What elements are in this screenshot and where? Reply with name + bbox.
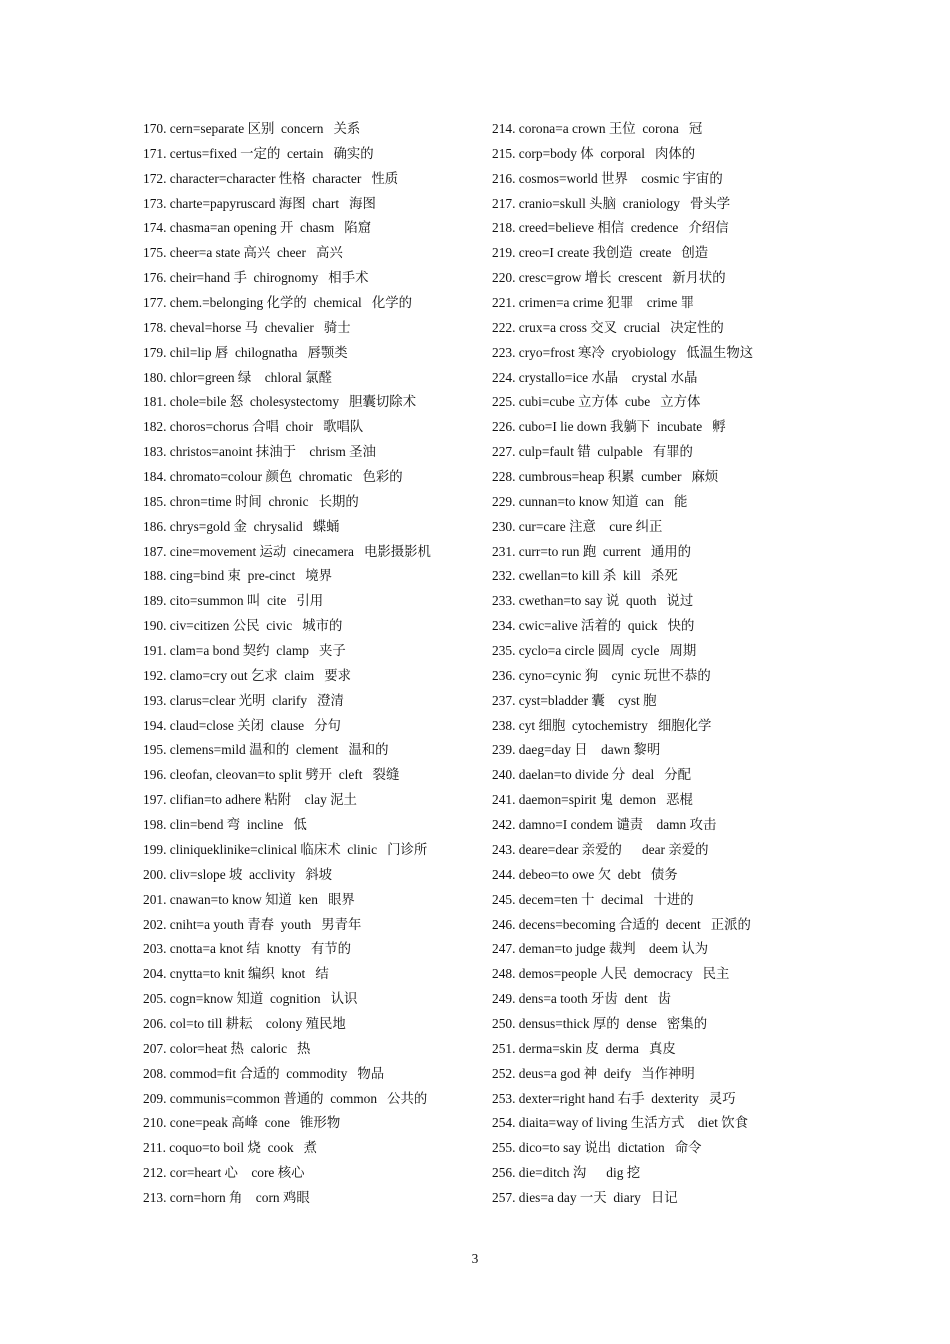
word-root-entry: 201. cnawan=to know 知道 ken 眼界 xyxy=(143,891,355,907)
word-root-entry: 257. dies=a day 一天 diary 日记 xyxy=(492,1189,678,1205)
word-root-entry: 234. cwic=alive 活着的 quick 快的 xyxy=(492,618,695,634)
word-root-entry: 208. commod=fit 合适的 commodity 物品 xyxy=(143,1065,385,1081)
word-root-entry: 237. cyst=bladder 囊 cyst 胞 xyxy=(492,692,657,708)
word-root-entry: 253. dexter=right hand 右手 dexterity 灵巧 xyxy=(492,1090,736,1106)
word-root-entry: 250. densus=thick 厚的 dense 密集的 xyxy=(492,1015,708,1031)
word-root-entry: 218. creed=believe 相信 credence 介绍信 xyxy=(492,220,729,236)
word-root-entry: 212. cor=heart 心 core 核心 xyxy=(143,1165,305,1181)
word-root-entry: 251. derma=skin 皮 derma 真皮 xyxy=(492,1040,676,1056)
word-root-entry: 249. dens=a tooth 牙齿 dent 齿 xyxy=(492,991,672,1007)
word-root-entry: 202. cniht=a youth 青春 youth 男青年 xyxy=(143,916,362,932)
word-root-entry: 232. cwellan=to kill 杀 kill 杀死 xyxy=(492,568,678,584)
word-root-entry: 187. cine=movement 运动 cinecamera 电影摄影机 xyxy=(143,543,431,559)
word-root-entry: 254. diaita=way of living 生活方式 diet 饮食 xyxy=(492,1115,748,1131)
word-root-entry: 243. deare=dear 亲爱的 dear 亲爱的 xyxy=(492,841,709,857)
word-root-entry: 236. cyno=cynic 狗 cynic 玩世不恭的 xyxy=(492,667,711,683)
word-root-entry: 217. cranio=skull 头脑 craniology 骨头学 xyxy=(492,195,731,211)
word-root-entry: 189. cito=summon 叫 cite 引用 xyxy=(143,593,324,609)
word-root-entry: 171. certus=fixed 一定的 certain 确实的 xyxy=(143,145,374,161)
word-root-entry: 175. cheer=a state 高兴 cheer 高兴 xyxy=(143,245,343,261)
word-root-entry: 223. cryo=frost 寒冷 cryobiology 低温生物这 xyxy=(492,344,754,360)
page-number: 3 xyxy=(471,1251,479,1266)
word-root-entry: 177. chem.=belonging 化学的 chemical 化学的 xyxy=(143,295,412,311)
word-root-entry: 192. clamo=cry out 乞求 claim 要求 xyxy=(143,667,351,683)
word-root-entry: 193. clarus=clear 光明 clarify 澄清 xyxy=(143,692,344,708)
word-root-entry: 222. crux=a cross 交叉 crucial 决定性的 xyxy=(492,319,724,335)
word-root-entry: 244. debeo=to owe 欠 debt 债务 xyxy=(492,866,678,882)
word-root-entry: 241. daemon=spirit 鬼 demon 恶棍 xyxy=(492,792,693,808)
word-root-entry: 200. cliv=slope 坡 acclivity 斜坡 xyxy=(143,866,333,882)
word-root-entry: 247. deman=to judge 裁判 deem 认为 xyxy=(492,941,709,957)
word-root-entry: 225. cubi=cube 立方体 cube 立方体 xyxy=(492,394,701,410)
word-root-entry: 216. cosmos=world 世界 cosmic 宇宙的 xyxy=(492,170,723,186)
word-root-entry: 182. choros=chorus 合唱 choir 歌唱队 xyxy=(143,419,364,435)
word-root-entry: 215. corp=body 体 corporal 肉体的 xyxy=(492,145,696,161)
word-root-entry: 246. decens=becoming 合适的 decent 正派的 xyxy=(492,916,751,932)
word-root-entry: 219. creo=I create 我创造 create 创造 xyxy=(492,245,709,261)
word-root-entry: 231. curr=to run 跑 current 通用的 xyxy=(492,543,692,559)
word-root-entry: 170. cern=separate 区别 concern 关系 xyxy=(143,121,361,136)
word-root-entry: 207. color=heat 热 caloric 热 xyxy=(143,1040,311,1056)
word-root-entry: 235. cyclo=a circle 圆周 cycle 周期 xyxy=(492,643,697,659)
word-root-entry: 181. chole=bile 怒 cholesystectomy 胆囊切除术 xyxy=(143,394,417,410)
right-column xyxy=(492,117,822,1211)
word-root-entry: 233. cwethan=to say 说 quoth 说过 xyxy=(492,593,694,609)
word-root-entry: 220. cresc=grow 增长 crescent 新月状的 xyxy=(492,270,726,286)
word-root-entry: 245. decem=ten 十 decimal 十进的 xyxy=(492,891,694,907)
word-root-entry: 191. clam=a bond 契约 clamp 夹子 xyxy=(143,643,346,659)
word-root-entry: 255. dico=to say 说出 dictation 命令 xyxy=(492,1140,702,1156)
word-root-entry: 183. christos=anoint 抹油于 chrism 圣油 xyxy=(143,444,376,460)
word-root-entry: 173. charte=papyruscard 海图 chart 海图 xyxy=(143,195,376,211)
word-root-entry: 230. cur=care 注意 cure 纠正 xyxy=(492,518,663,534)
word-root-entry: 186. chrys=gold 金 chrysalid 蝶蛹 xyxy=(143,518,340,534)
word-root-entry: 199. cliniqueklinike=clinical 临床术 clinic 门诊所 xyxy=(143,841,428,857)
word-root-entry: 197. clifian=to adhere 粘附 clay 泥土 xyxy=(143,792,357,808)
word-root-entry: 214. corona=a crown 王位 corona 冠 xyxy=(492,121,703,136)
word-root-entry: 211. coquo=to boil 烧 cook 煮 xyxy=(143,1140,318,1156)
word-root-entry: 209. communis=common 普通的 common 公共的 xyxy=(143,1090,428,1106)
word-root-entry: 196. cleofan, cleovan=to split 劈开 cleft 裂缝 xyxy=(143,767,400,783)
word-root-entry: 184. chromato=colour 颜色 chromatic 色彩的 xyxy=(143,469,403,485)
word-root-entry: 252. deus=a god 神 deify 当作神明 xyxy=(492,1065,695,1081)
word-root-entry: 205. cogn=know 知道 cognition 认识 xyxy=(143,991,358,1007)
word-root-entry: 239. daeg=day 日 dawn 黎明 xyxy=(492,742,661,758)
word-root-entry: 240. daelan=to divide 分 deal 分配 xyxy=(492,767,692,783)
word-root-entry: 226. cubo=I lie down 我躺下 incubate 孵 xyxy=(492,419,726,435)
word-root-entry: 188. cing=bind 束 pre-cinct 境界 xyxy=(143,568,333,584)
word-root-entry: 203. cnotta=a knot 结 knotty 有节的 xyxy=(143,941,352,957)
left-column xyxy=(143,117,483,1211)
word-root-entry: 190. civ=citizen 公民 civic 城市的 xyxy=(143,618,343,634)
word-root-entry: 195. clemens=mild 温和的 clement 温和的 xyxy=(143,742,389,758)
word-root-entry: 242. damno=I condem 谴责 damn 攻击 xyxy=(492,817,717,833)
word-root-entry: 172. character=character 性格 character 性质 xyxy=(143,170,399,186)
word-root-entry: 194. claud=close 关闭 clause 分句 xyxy=(143,717,341,733)
word-root-entry: 238. cyt 细胞 cytochemistry 细胞化学 xyxy=(492,717,712,733)
word-root-entry: 228. cumbrous=heap 积累 cumber 麻烦 xyxy=(492,469,719,485)
word-root-entry: 256. die=ditch 沟 dig 挖 xyxy=(492,1165,641,1181)
word-root-entry: 229. cunnan=to know 知道 can 能 xyxy=(492,493,688,509)
word-root-entry: 179. chil=lip 唇 chilognatha 唇颚类 xyxy=(143,344,348,360)
word-root-entry: 224. crystallo=ice 水晶 crystal 水晶 xyxy=(492,369,698,385)
word-root-entry: 178. cheval=horse 马 chevalier 骑士 xyxy=(143,319,351,335)
word-root-entry: 198. clin=bend 弯 incline 低 xyxy=(143,817,307,833)
word-root-entry: 210. cone=peak 高峰 cone 锥形物 xyxy=(143,1115,341,1131)
word-root-entry: 180. chlor=green 绿 chloral 氯醛 xyxy=(143,369,333,385)
word-root-entry: 213. corn=horn 角 corn 鸡眼 xyxy=(143,1189,310,1205)
word-root-entry: 174. chasma=an opening 开 chasm 陷窟 xyxy=(143,220,372,236)
word-root-entry: 206. col=to till 耕耘 colony 殖民地 xyxy=(143,1015,346,1031)
word-root-entry: 227. culp=fault 错 culpable 有罪的 xyxy=(492,444,693,460)
word-root-entry: 176. cheir=hand 手 chirognomy 相手术 xyxy=(143,270,369,286)
word-root-entry: 221. crimen=a crime 犯罪 crime 罪 xyxy=(492,295,695,311)
word-root-entry: 204. cnytta=to knit 编织 knot 结 xyxy=(143,966,329,982)
word-root-entry: 185. chron=time 时间 chronic 长期的 xyxy=(143,493,359,509)
word-root-entry: 248. demos=people 人民 democracy 民主 xyxy=(492,966,730,982)
